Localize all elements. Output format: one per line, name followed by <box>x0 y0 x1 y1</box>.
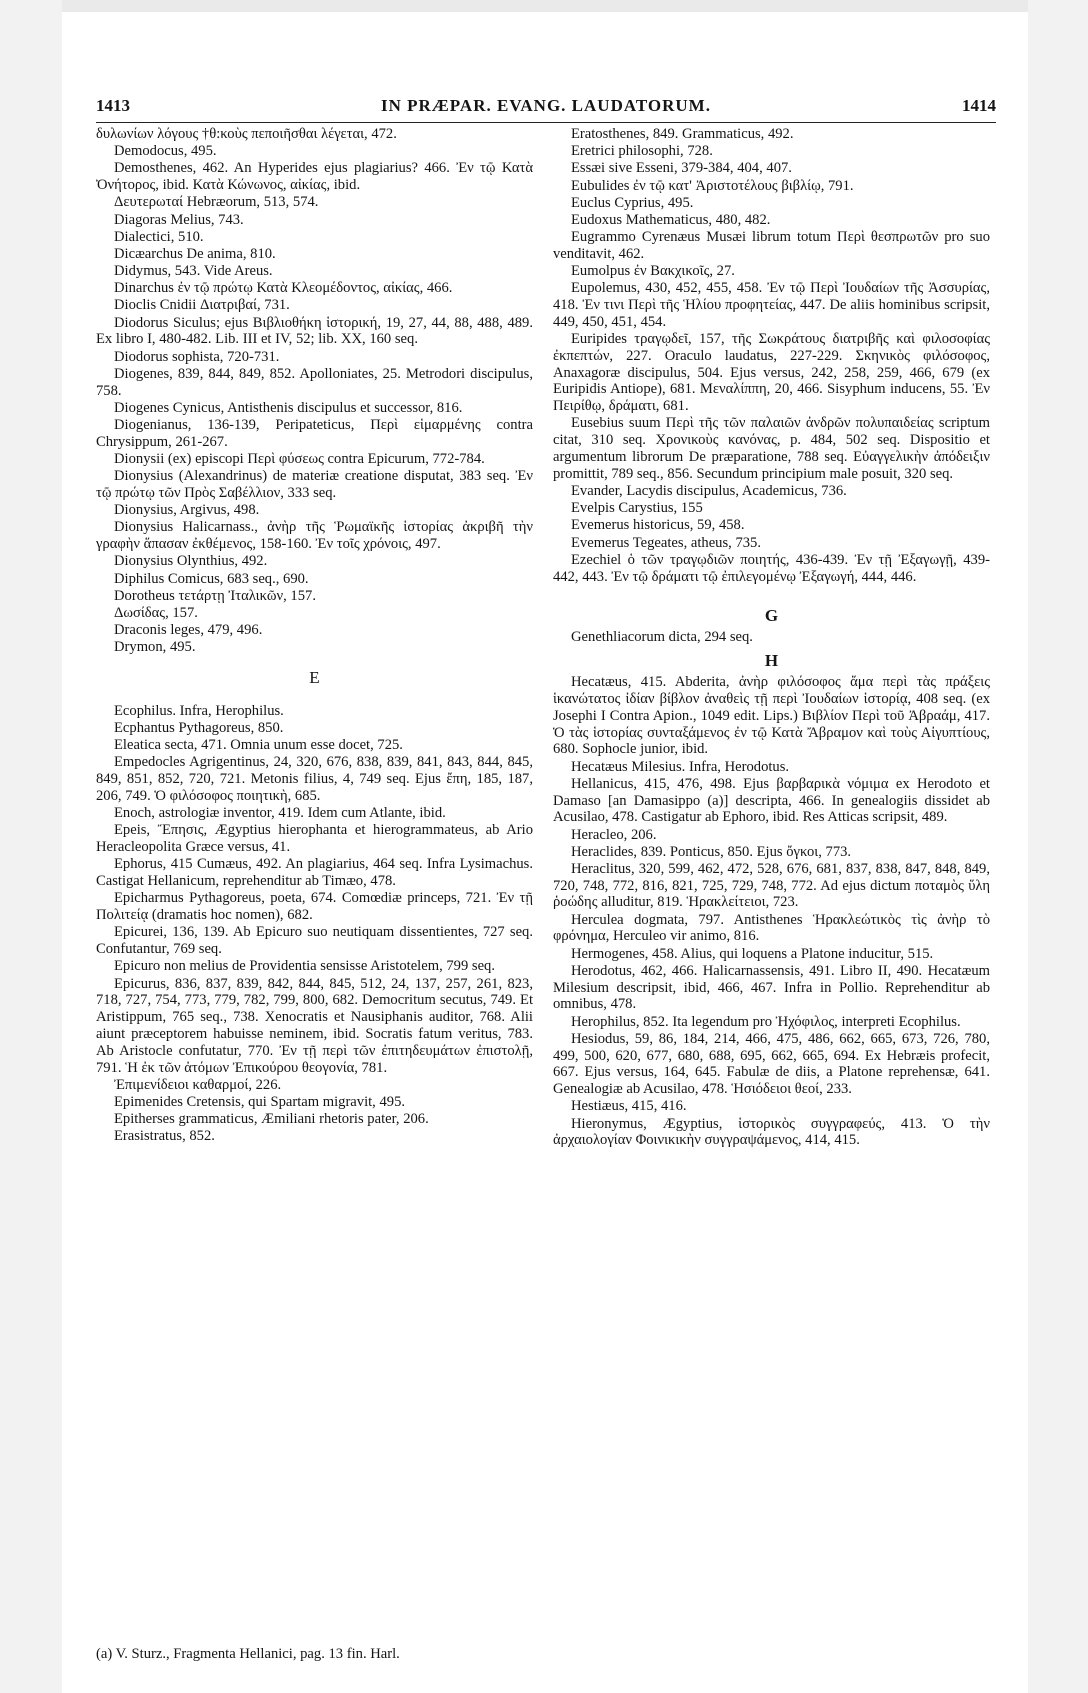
page-number-left: 1413 <box>96 96 130 115</box>
index-entry: Evelpis Carystius, 155 <box>571 500 703 517</box>
index-entry: Demodocus, 495. <box>114 143 217 160</box>
index-entry: Euripides τραγῳδεῖ, 157, τῆς Σωκράτους διατριβῆς καὶ φιλοσοφίας ἐκπεπτών, 227. Oraculo laudatus, 227-229. Σκηνικὸς φιλόσοφος, Anaxagoræ discipulus, 504. Ejus versus, 242, 258, 259, 466, 679 (ex Euripidis Antiope), 681. Μεναλίππη, 20, 466. Sisyphum inducens, 55. Ἐν Πειρίθῳ, δράματι, 681. <box>553 331 990 415</box>
index-entry: Herophilus, 852. Ita legendum pro Ἠχόφιλος, interpreti Ecophilus. <box>571 1013 961 1030</box>
section-letter: H <box>764 651 779 671</box>
index-entry: Hermogenes, 458. Alius, qui loquens a Platone inducitur, 515. <box>571 945 934 962</box>
index-entry: Drymon, 495. <box>114 639 196 656</box>
index-column-left <box>96 126 533 1145</box>
index-entry: Hecatæus, 415. Abderita, ἀνὴρ φιλόσοφος ἅμα περὶ τὰς πράξεις ἱκανώτατος ἰδίαν βίβλον ἀναθεὶς τῇ περὶ Ἰουδαίων ἱστορίᾳ, 408 seq. (ex Josephi I Contra Apion., 1049 edit. Lips.) Βιβλίον Περὶ τοῦ Ἀβραάμ, 417. Ὁ τὰς ἱστορίας συνταξάμενος ἐν τῷ Κατὰ Ἄβραμον καὶ τοὺς Αἰγυπτίους, 680. Sophocle junior, ibid. <box>553 674 990 758</box>
index-entry: Eleatica secta, 471. Omnia unum esse docet, 725. <box>114 737 403 754</box>
index-entry: Eudoxus Mathematicus, 480, 482. <box>571 211 771 228</box>
index-entry: Epicuro non melius de Providentia sensisse Aristotelem, 799 seq. <box>114 958 496 975</box>
index-entry: Hestiæus, 415, 416. <box>571 1098 687 1115</box>
index-entry: Dorotheus τετάρτῃ Ἰταλικῶν, 157. <box>114 587 316 604</box>
index-entry: Evemerus Tegeates, atheus, 735. <box>571 534 761 551</box>
index-entry: Dionysii (ex) episcopi Περὶ φύσεως contra Epicurum, 772-784. <box>114 451 485 467</box>
page-number-right: 1414 <box>962 96 996 115</box>
index-entry: Diodorus sophista, 720-731. <box>114 348 280 365</box>
index-entry: Δευτερωταί Hebræorum, 513, 574. <box>114 194 319 211</box>
index-entry: Heraclitus, 320, 599, 462, 472, 528, 676, 681, 837, 838, 847, 848, 849, 720, 748, 772, 816, 821, 725, 729, 748, 772. Ad ejus dictum ποταμὸς ὕλη ῥοώδης alluditur, 819. Ἡρακλείτειοι, 723. <box>553 860 990 911</box>
index-entry: Eusebius suum Περὶ τῆς τῶν παλαιῶν ἀνδρῶν πολυπαιδείας scriptum citat, 310 seq. Χρονικοὺς κανόνας, p. 484, 502 seq. Dispositio et argumentum librorum De præparatione, 788 seq. Εὐαγγελικὴν ἀπόδειξιν promittit, 789 seq., 856. Secundum principium male posuit, 320 seq. <box>553 415 990 482</box>
index-entry: Eratosthenes, 849. Grammaticus, 492. <box>571 126 794 142</box>
index-entry: Diogenes, 839, 844, 849, 852. Apolloniates, 25. Metrodori discipulus, 758. <box>96 365 533 399</box>
footnote: (a) V. Sturz., Fragmenta Hellanici, pag. 13 fin. Harl. <box>96 1646 400 1662</box>
scan-top-edge <box>0 0 1088 12</box>
index-entry: Evemerus historicus, 59, 458. <box>571 517 745 534</box>
index-entry: Diagoras Melius, 743. <box>114 211 244 228</box>
index-entry: Dionysius Olynthius, 492. <box>114 553 268 570</box>
index-entry: Empedocles Agrigentinus, 24, 320, 676, 838, 839, 841, 843, 844, 845, 849, 851, 852, 720, 721. Metonis filius, 4, 749 seq. Ejus ἔπη, 185, 187, 206, 749. Ὁ φιλόσοφος ποιητικὴ, 685. <box>96 754 533 805</box>
index-entry: Dionysius (Alexandrinus) de materiæ creatione disputat, 383 seq. Ἐν τῷ πρώτῳ τῶν Πρὸς Σαβέλλιον, 333 seq. <box>96 468 533 501</box>
index-entry: Evander, Lacydis discipulus, Academicus, 736. <box>571 483 847 500</box>
index-entry: Epicurei, 136, 139. Ab Epicuro suo neutiquam dissentientes, 727 seq. Confutantur, 769 seq. <box>96 924 533 958</box>
index-entry: Epimenides Cretensis, qui Spartam migravit, 495. <box>114 1093 406 1110</box>
index-entry: Eugrammo Cyrenæus Musæi librum totum Περὶ θεσπρωτῶν pro suo venditavit, 462. <box>553 229 990 262</box>
scan-right-margin <box>1028 0 1088 1693</box>
index-entry: Herodotus, 462, 466. Halicarnassensis, 491. Libro II, 490. Hecatæum Milesium descripsit, ibid, 466, 467. Infra in Pollio. Reprehenditur ab omnibus, 478. <box>553 962 990 1013</box>
index-entry: Herculea dogmata, 797. Antisthenes Ἡρακλεώτικὸς τὶς ἀνὴρ τὸ φρόνημα, Herculeo vir animo, 816. <box>553 911 990 945</box>
index-entry: Erasistratus, 852. <box>114 1128 215 1145</box>
index-entry: Demosthenes, 462. An Hyperides ejus plagiarius? 466. Ἐν τῷ Κατὰ Ὀνήτορος, ibid. Κατὰ Κώνωνος, αἰκίας, ibid. <box>96 160 533 194</box>
index-entry: Ezechiel ὁ τῶν τραγῳδιῶν ποιητής, 436-439. Ἐν τῇ Ἐξαγωγῇ, 439-442, 443. Ἐν τῷ δράματι τῷ ἐπιλεγομένῳ Ἐξαγωγή, 444, 446. <box>553 551 990 585</box>
index-entry: Hellanicus, 415, 476, 498. Ejus βαρβαρικὰ νόμιμα ex Herodoto et Damaso [an Damasippo (a)] descripta, 466. In genealogiis dissidet ab Acusilao, 478. Castigatur ab Ephoro, ibid. Res Atticas scripsit, 489. <box>553 775 990 826</box>
scan-left-margin <box>0 0 62 1693</box>
index-entry: Essæi sive Esseni, 379-384, 404, 407. <box>571 160 792 177</box>
header-rule <box>96 122 996 123</box>
index-entry: Epitherses grammaticus, Æmiliani rhetoris pater, 206. <box>114 1111 429 1128</box>
index-entry: Dialectici, 510. <box>114 228 204 245</box>
index-entry: Dinarchus ἐν τῷ πρώτῳ Κατὰ Κλεομέδοντος, αἰκίας, 466. <box>114 280 453 297</box>
index-entry: Hieronymus, Ægyptius, ἱστορικὸς συγγραφεύς, 413. Ὁ τὴν ἀρχαιολογίαν Φοινικικὴν συγγραψάμενος, 414, 415. <box>553 1115 990 1149</box>
index-entry: δυλωνίων λόγους †θ:κοὺς πεποιῆσθαι λέγεται, 472. <box>96 126 397 142</box>
index-entry: Eretrici philosophi, 728. <box>571 143 713 160</box>
index-entry: Euclus Cyprius, 495. <box>571 194 694 211</box>
index-column-right <box>553 126 990 1150</box>
index-entry: Hecatæus Milesius. Infra, Herodotus. <box>571 758 790 775</box>
running-title: IN PRÆPAR. EVANG. LAUDATORUM. <box>381 96 711 115</box>
spacer <box>553 586 990 600</box>
section-letter: G <box>764 605 779 625</box>
index-entry: Dionysius Halicarnass., ἀνὴρ τῆς Ῥωμαϊκῆς ἱστορίας ἀκριβῆ τὴν γραφὴν ἅπασαν ἐκθέμενος, 158-160. Ἐν τοῖς χρόνοις, 497. <box>96 519 533 553</box>
index-entry: Epeis, Ἔπησις, Ægyptius hierophanta et hierogrammateus, ab Ario Heracleopolita Græce versus, 41. <box>96 822 533 856</box>
index-entry: Dionysius, Argivus, 498. <box>114 502 260 519</box>
index-entry: Hesiodus, 59, 86, 184, 214, 466, 475, 486, 662, 665, 673, 726, 780, 499, 500, 620, 677, 680, 688, 695, 662, 665, 694. Ex Hebræis profecit, 667. Ejus versus, 164, 645. Fabulæ de diis, a Platone reprehensæ, 641. Genealogiæ ab Acusilao, 478. Ἡσιόδειοι θεοί, 233. <box>553 1030 990 1098</box>
index-entry: Epicurus, 836, 837, 839, 842, 844, 845, 512, 24, 137, 257, 261, 823, 718, 727, 754, 773, 779, 782, 799, 800, 682. Democritum secutus, 749. Et Aristippum, 765 seq., 738. Xenocratis et Nausiphanis auditor, 768. Alii aiunt præceptorem habuisse neminem, ibid. Socratis fatum veritus, 783. Ab Aristocle confutatur, 770. Ἐν τῇ περὶ τῶν ἐπιτηδευμάτων ἐπιστολῇ, 791. Ἡ ἐκ τῶν ἀτόμων Ἐπικούρου θεογονία, 781. <box>96 975 533 1076</box>
index-entry: Didymus, 543. Vide Areus. <box>114 263 273 280</box>
index-entry: Ecophilus. Infra, Herophilus. <box>114 702 284 719</box>
index-entry: Heraclides, 839. Ponticus, 850. Ejus ὄγκοι, 773. <box>571 843 852 860</box>
index-entry: Genethliacorum dicta, 294 seq. <box>571 628 753 645</box>
index-entry: Ephorus, 415 Cumæus, 492. An plagiarius, 464 seq. Infra Lysimachus. Castigat Hellanicum, reprehenditur ab Timæo, 478. <box>96 856 533 890</box>
index-entry: Diodorus Siculus; ejus Βιβλιοθήκη ἱστορική, 19, 27, 44, 88, 488, 489. Ex libro I, 480-482. Lib. III et IV, 52; lib. XX, 160 seq. <box>96 314 533 348</box>
index-entry: Eubulides ἐν τῷ κατ' Ἀριστοτέλους βιβλίῳ, 791. <box>571 177 854 194</box>
index-entry: Epicharmus Pythagoreus, poeta, 674. Comœdiæ princeps, 721. Ἐν τῇ Πολιτείᾳ (dramatis hoc nomen), 682. <box>96 890 533 924</box>
index-entry: Δωσίδας, 157. <box>114 604 198 621</box>
index-entry: Diogenes Cynicus, Antisthenis discipulus et successor, 816. <box>114 399 463 416</box>
index-entry: Diogenianus, 136-139, Peripateticus, Περὶ εἱμαρμένης contra Chrysippum, 261-267. <box>96 417 533 450</box>
index-entry: Heracleo, 206. <box>571 826 657 843</box>
index-entry: Dioclis Cnidii Διατριβαί, 731. <box>114 297 290 314</box>
index-entry: Dicæarchus De anima, 810. <box>114 245 276 262</box>
index-entry: Enoch, astrologiæ inventor, 419. Idem cum Atlante, ibid. <box>114 805 446 822</box>
index-entry: Draconis leges, 479, 496. <box>114 622 263 639</box>
index-entry: Diphilus Comicus, 683 seq., 690. <box>114 570 309 587</box>
page-header <box>96 96 996 122</box>
section-letter: E <box>309 668 320 688</box>
index-entry: Ecphantus Pythagoreus, 850. <box>114 720 284 737</box>
index-entry: Eupolemus, 430, 452, 455, 458. Ἐν τῷ Περὶ Ἰουδαίων τῆς Ἀσσυρίας, 418. Ἐν τινι Περὶ τῆς Ἡλίου προφητείας, 447. De aliis hominibus scripsit, 449, 450, 451, 454. <box>553 280 990 330</box>
index-entry: Ἐπιμενίδειοι καθαρμοί, 226. <box>114 1076 282 1093</box>
index-entry: Eumolpus ἐν Βακχικοῖς, 27. <box>571 263 735 280</box>
